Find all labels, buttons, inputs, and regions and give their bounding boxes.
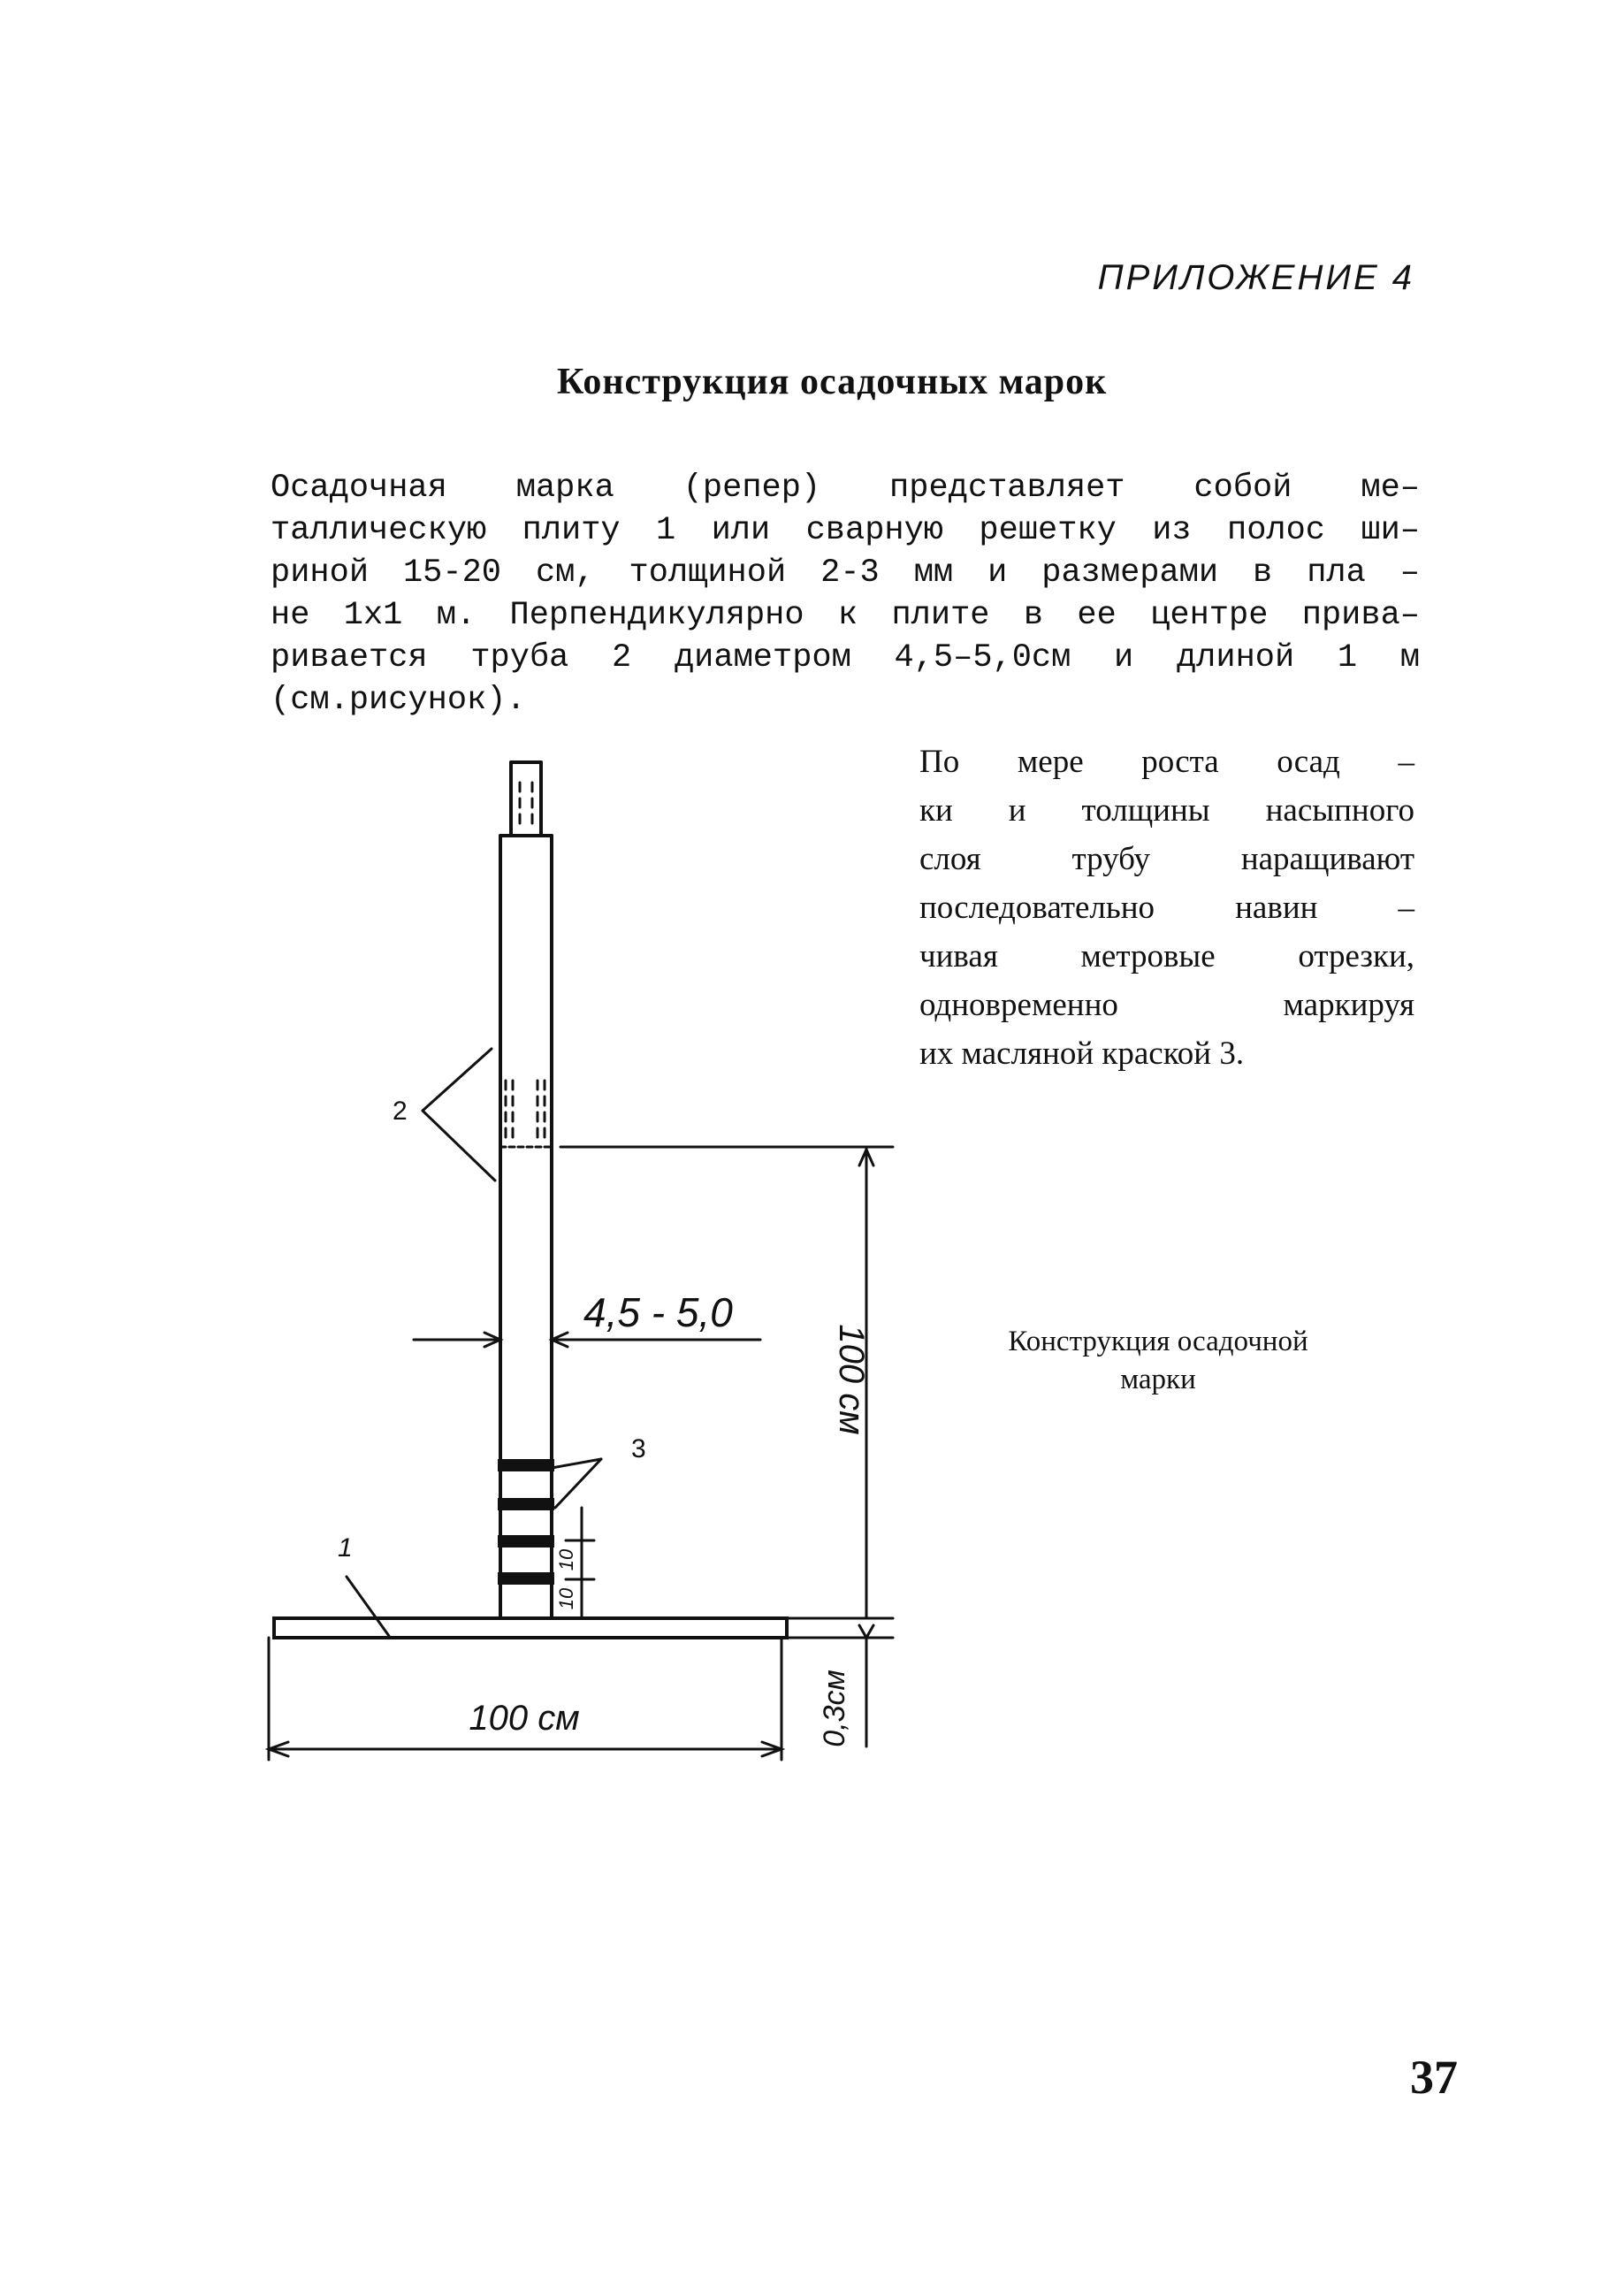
figure-caption [955,1323,1361,1399]
paragraph-line: одновременно маркируя [919,987,1414,1023]
stripe-dim-label: 10 [555,1587,577,1610]
paragraph-line: не 1х1 м. Перпендикулярно к плите в ее центре прива– [271,597,1420,634]
width-label: 100 см [469,1699,580,1738]
paragraph-line: слоя трубу наращивают [919,841,1414,877]
caption-line: марки [1120,1363,1196,1395]
paragraph-line: последовательно навин – [919,890,1414,926]
page-title: Конструкция осадочных марок [557,362,1108,402]
paragraph-line: Осадочная марка (репер) представляет собой ме– [271,470,1420,507]
plate-thickness-dimension [859,1625,873,1746]
appendix-heading: ПРИЛОЖЕНИЕ 4 [1097,258,1414,297]
pipe-extension [511,762,541,836]
page-number: 37 [1410,2051,1458,2104]
paint-stripe [498,1535,554,1548]
paragraph-line: риной 15-20 см, толщиной 2-3 мм и размерами в пла – [271,554,1420,592]
paragraph-line: По мере роста осад – [919,744,1414,780]
paragraph-line: чивая метровые отрезки, [919,938,1414,974]
paragraph-line: ривается труба 2 диаметром 4,5–5,0см и длиной 1 м [271,639,1420,676]
leader-1 [347,1577,389,1636]
base-plate [274,1618,893,1638]
paint-stripe [498,1459,554,1471]
leader-2 [423,1049,495,1181]
caption-line: Конструкция осадочной [1008,1326,1308,1357]
paint-stripe [498,1498,554,1510]
diameter-label: 4,5 - 5,0 [583,1289,733,1335]
paragraph-line: их масляной краской 3. [919,1036,1245,1072]
label-3: 3 [631,1434,646,1463]
paragraph-line: (см.рисунок). [271,682,526,719]
leader-3 [552,1459,601,1508]
paint-stripe [498,1572,554,1585]
paragraph-line: таллическую плиту 1 или сварную решетку из полос ши– [271,512,1420,549]
label-2: 2 [393,1097,408,1126]
height-label: 100 см [832,1324,871,1435]
paint-stripes [498,1459,554,1585]
stripe-dim-label: 10 [555,1548,577,1571]
plate-thickness-label: 0,3см [818,1670,851,1747]
label-1: 1 [338,1533,353,1563]
paragraph-line: ки и толщины насыпного [919,792,1414,829]
